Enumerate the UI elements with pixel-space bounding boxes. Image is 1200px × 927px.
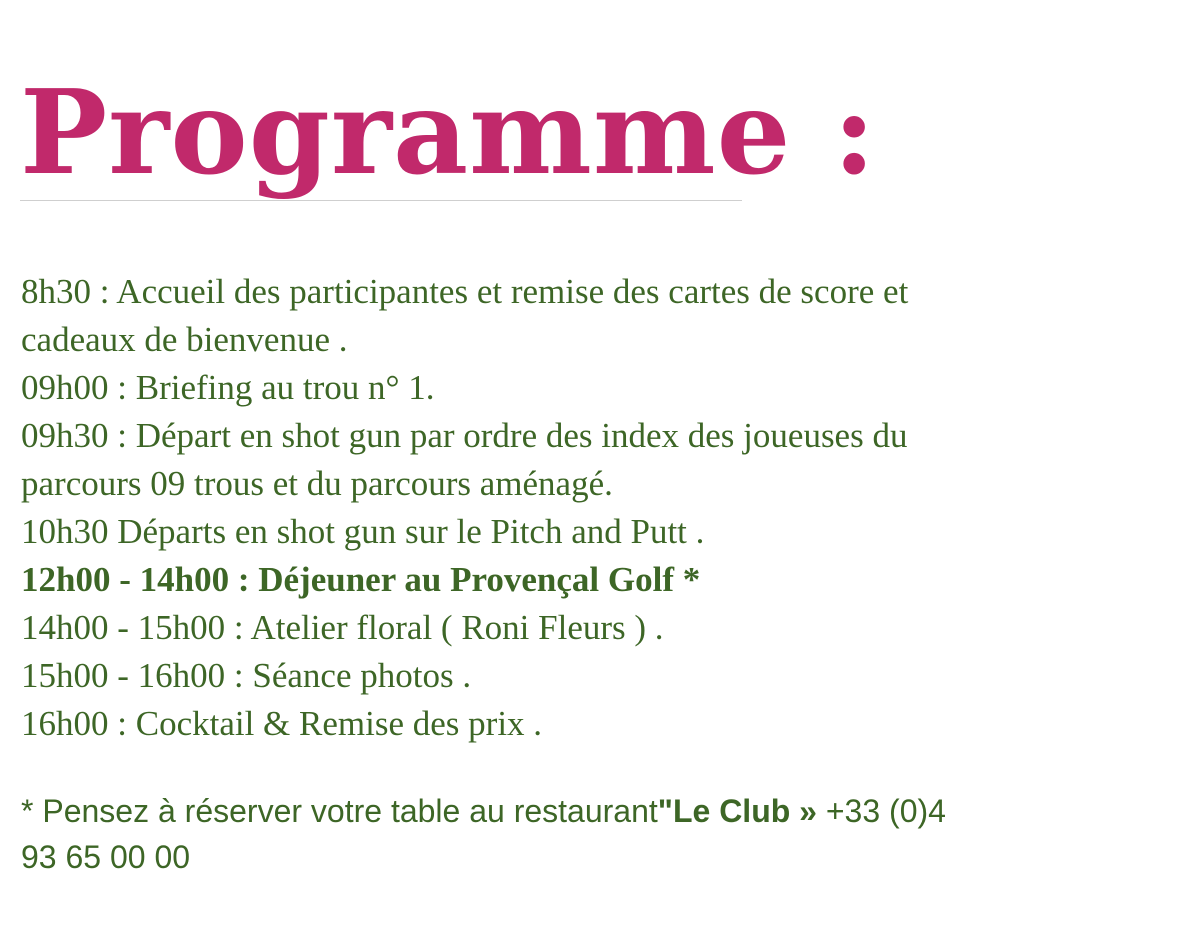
schedule-list [21, 268, 1181, 748]
restaurant-name: "Le Club » [657, 793, 817, 829]
schedule-line-lunch: 12h00 - 14h00 : Déjeuner au Provençal Golf * [21, 560, 701, 599]
schedule-line-cocktail: 16h00 : Cocktail & Remise des prix . [21, 704, 543, 743]
page-title: Programme : [20, 65, 877, 201]
schedule-line-briefing: 09h00 : Briefing au trou n° 1. [21, 368, 435, 407]
reservation-note-text: * Pensez à réserver votre table au restaurant [21, 793, 658, 829]
schedule-line-photo-session: 15h00 - 16h00 : Séance photos . [21, 656, 472, 695]
schedule-line-pitch-and-putt: 10h30 Départs en shot gun sur le Pitch and Putt . [21, 512, 705, 551]
schedule-line-shotgun-start: 09h30 : Départ en shot gun par ordre des index des joueuses du [21, 416, 908, 455]
schedule-line-welcome: 8h30 : Accueil des participantes et remise des cartes de score et [21, 272, 909, 311]
schedule-line-floral-workshop: 14h00 - 15h00 : Atelier floral ( Roni Fleurs ) . [21, 608, 664, 647]
schedule-line-shotgun-start-cont: parcours 09 trous et du parcours aménagé. [21, 464, 613, 503]
reservation-note [21, 788, 1181, 880]
schedule-line-welcome-cont: cadeaux de bienvenue . [21, 320, 348, 359]
phone-number-part-2: 93 65 00 00 [21, 839, 191, 875]
reservation-note-line-1 [21, 788, 1181, 834]
title-underline [20, 200, 742, 201]
phone-number-part-1: +33 (0)4 [816, 793, 946, 829]
